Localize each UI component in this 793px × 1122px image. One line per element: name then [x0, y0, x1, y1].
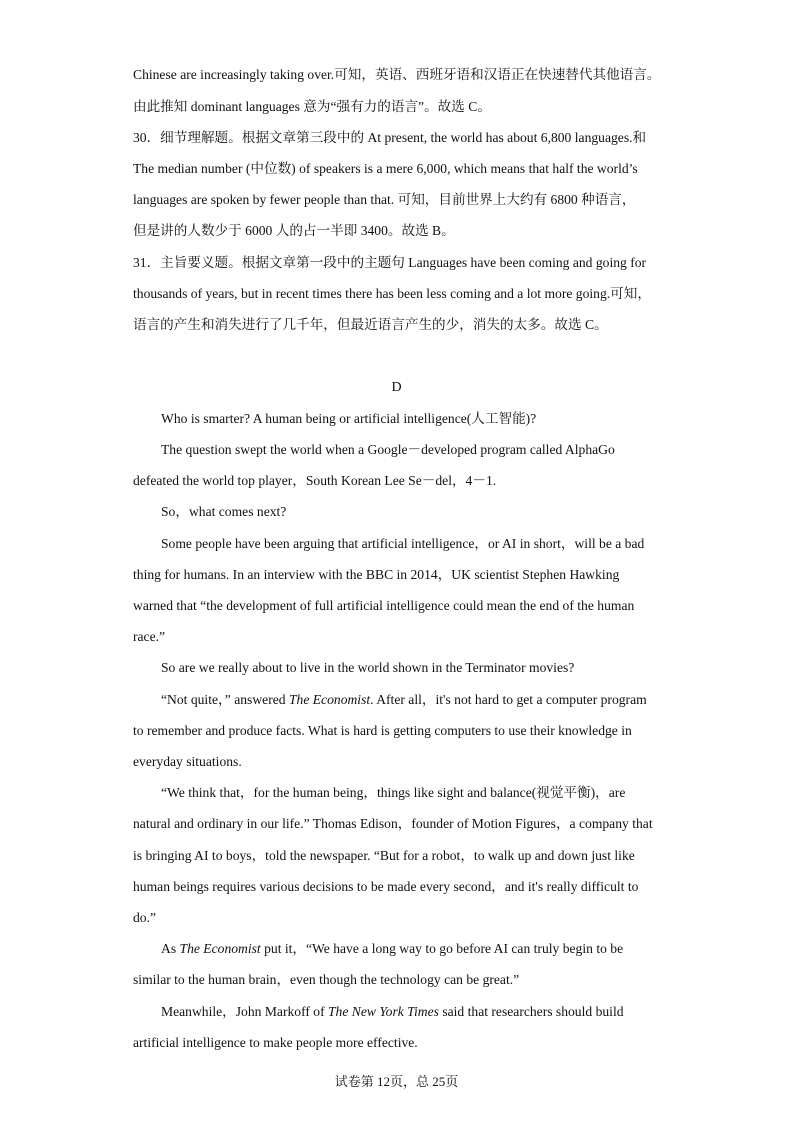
passage-line: natural and ordinary in our life.” Thomas Edison，founder of Motion Figures，a company that: [133, 816, 653, 831]
publication-title: The Economist: [288, 692, 371, 707]
answer-line-9: 语言的产生和消失进行了几千年，但最近语言产生的少，消失的太多。故选 C。: [133, 317, 608, 332]
passage-line: do.”: [133, 910, 157, 925]
text-run: . After all，it's not hard to get a computer program: [370, 692, 647, 707]
passage-line: human beings requires various decisions to be made every second，and it's really difficult to: [133, 879, 639, 894]
passage-line: warned that “the development of full artificial intelligence could mean the end of the human: [133, 598, 635, 613]
passage-line: similar to the human brain，even though the technology can be great.”: [133, 972, 520, 987]
passage-line: “We think that，for the human being，things like sight and balance(视觉平衡)，are: [161, 785, 626, 800]
passage-line: So，what comes next?: [161, 504, 287, 519]
text-run: put it，“We have a long way to go before AI can truly begin to be: [260, 941, 624, 956]
section-heading: D: [391, 380, 402, 395]
answer-line-6: 但是讲的人数少于 6000 人的占一半即 3400。故选 B。: [133, 223, 455, 238]
passage-line: race.”: [133, 629, 166, 644]
answer-line-8: thousands of years, but in recent times there has been less coming and a lot more going.可知，: [133, 286, 651, 301]
publication-title: The Economist: [179, 941, 261, 956]
passage-line: The question swept the world when a Google－developed program called AlphaGo: [161, 442, 615, 457]
text-run: As: [161, 941, 180, 956]
passage-line: [161, 1002, 673, 1022]
page-footer: 试卷第 12页，总 25页: [334, 1074, 459, 1089]
passage-line: to remember and produce facts. What is hard is getting computers to use their knowledge in: [133, 723, 632, 738]
text-run: said that researchers should build: [438, 1004, 624, 1019]
passage-line: thing for humans. In an interview with the BBC in 2014，UK scientist Stephen Hawking: [133, 567, 620, 582]
text-run: “Not quite，” answered: [161, 692, 289, 707]
passage-line: Who is smarter? A human being or artificial intelligence(人工智能)?: [161, 411, 537, 426]
answer-line-3: 30．细节理解题。根据文章第三段中的 At present, the world has about 6,800 languages.和: [133, 130, 647, 145]
passage-line: artificial intelligence to make people more effective.: [133, 1035, 418, 1050]
passage-line: [161, 939, 673, 959]
text-run: Meanwhile，John Markoff of: [161, 1004, 328, 1019]
answer-line-5: languages are spoken by fewer people than that. 可知，目前世界上大约有 6800 种语言，: [133, 192, 636, 207]
answer-line-4: The median number (中位数) of speakers is a mere 6,000, which means that half the world’s: [133, 161, 638, 176]
answer-line-2: 由此推知 dominant languages 意为“强有力的语言”。故选 C。: [133, 99, 491, 114]
publication-title: The New York Times: [328, 1004, 439, 1019]
passage-line: defeated the world top player，South Korean Lee Se－del，4－1.: [133, 473, 497, 488]
passage-line: [161, 690, 673, 710]
passage-line: everyday situations.: [133, 754, 242, 769]
passage-line: Some people have been arguing that artificial intelligence，or AI in short，will be a bad: [161, 536, 645, 551]
answer-line-7: 31．主旨要义题。根据文章第一段中的主题句 Languages have been coming and going for: [133, 255, 647, 270]
passage-line: So are we really about to live in the world shown in the Terminator movies?: [161, 660, 575, 675]
answer-line-1: Chinese are increasingly taking over.可知，英语、西班牙语和汉语正在快速替代其他语言。: [133, 67, 661, 82]
passage-line: is bringing AI to boys，told the newspaper. “But for a robot，to walk up and down just like: [133, 848, 635, 863]
